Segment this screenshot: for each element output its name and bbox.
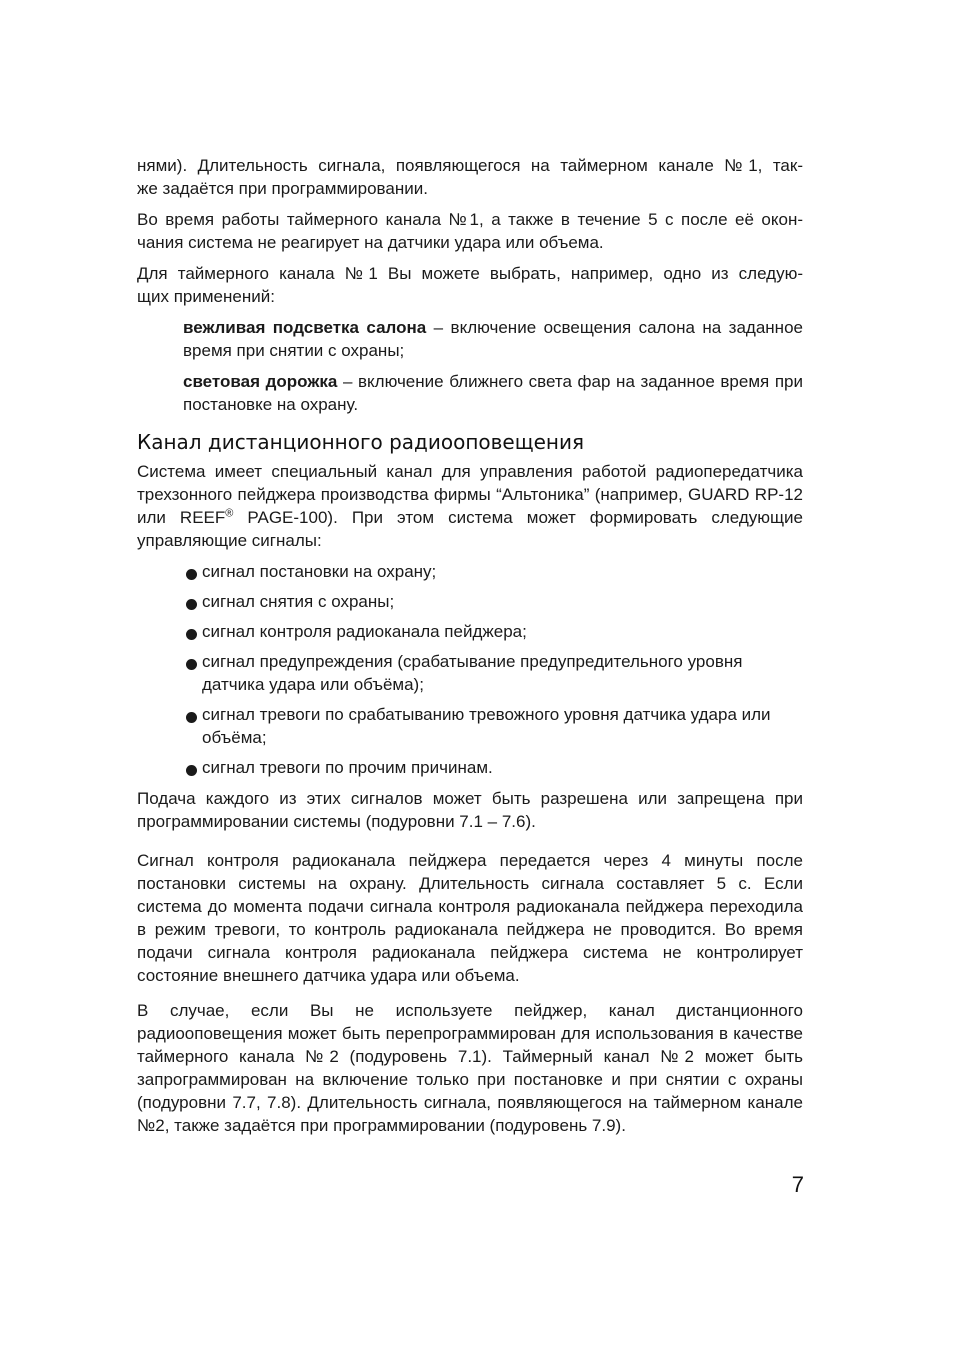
registered-mark: ® (225, 507, 234, 520)
list-item: сигнал постановки на охрану; (185, 560, 803, 583)
paragraph: В случае, если Вы не используете пейджер, канал дистанционного радиооповещения может быть перепрограммирован для использования в качестве таймерного канала №2 (подуровень 7.1). Таймерный канал №2 может быть запрограммирован на включение только при постановке и при снятии с охраны (подуровни 7.7, 7.8). Длительность сигнала, появляющегося на таймерном канале №2, также задаётся при программировании (подуровень 7.9). (137, 1001, 803, 1135)
list-item: сигнал тревоги по прочим причинам. (185, 756, 803, 779)
list-item: сигнал тревоги по срабатыванию тревожного уровня датчика удара или объёма; (185, 703, 803, 749)
intro-paragraph: Система имеет специальный канал для управления работой радиопередатчика трехзонного пейджера производства фирмы “Альтоника” (например, GUARD RP-12 или REEF® PAGE-100). При этом система может формировать следующие управляющие сигналы: (137, 462, 803, 550)
definition-text: – включение ближнего света фар на заданное время при постановке на охрану. (183, 372, 803, 414)
signal-list (137, 560, 803, 779)
list-item: сигнал снятия с охраны; (185, 590, 803, 613)
definition-term: вежливая подсветка салона (183, 318, 427, 337)
paragraph: Для таймерного канала №1 Вы можете выбрать, например, одно из следую- щих применений: (137, 264, 803, 306)
list-item: сигнал контроля радиоканала пейджера; (185, 620, 803, 643)
paragraph: нями). Длительность сигнала, появляющегося на таймерном канале №1, так- же задаётся при программировании. (137, 156, 803, 198)
page-body (137, 154, 803, 1145)
definition-term: световая дорожка (183, 372, 338, 391)
list-item: сигнал предупреждения (срабатывание предупредительного уровня датчика удара или объёма); (185, 650, 803, 696)
page-number: 7 (791, 1172, 804, 1197)
paragraph: Подача каждого из этих сигналов может быть разрешена или запрещена при программировании системы (подуровни 7.1 – 7.6). (137, 789, 803, 831)
section-title: Канал дистанционного радиооповещения (137, 430, 584, 454)
paragraph: Сигнал контроля радиоканала пейджера передается через 4 минуты после постановки системы на охрану. Длительность сигнала составляет 5 с. Если система до момента подачи сигнала контроля радиоканала пейджера переходила в режим тревоги, то контроль радиоканала пейджера не проводится. Во время подачи сигнала контроля радиоканала пейджера система не контролирует состояние внешнего датчика удара или объема. (137, 851, 803, 985)
definition-item (183, 316, 803, 362)
definition-item (183, 370, 803, 416)
paragraph: Во время работы таймерного канала №1, а также в течение 5 с после её окон- чания система не реагирует на датчики удара или объема. (137, 210, 803, 252)
definition-text: – включение освещения салона на заданное время при снятии с охраны; (183, 318, 803, 360)
